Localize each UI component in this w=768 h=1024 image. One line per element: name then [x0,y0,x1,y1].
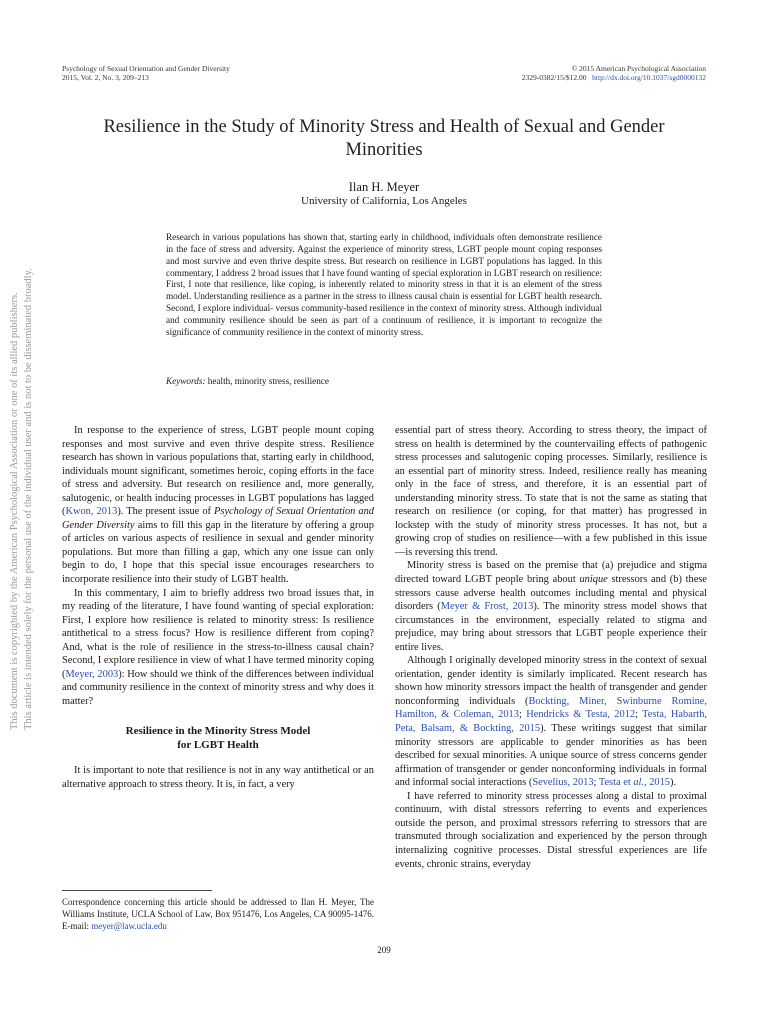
citation-text: Testa et [598,777,634,789]
abstract: Research in various populations has shown that, starting early in childhood, individuals often demonstrate resilience in the face of stress and adversity. Against the experience of minority stress, LGBT people mount coping responses and most survive and even thrive despite stress. But research on resilience in LGBT populations has lagged. In this commentary, I address 2 broad issues that I have found wanting of special exploration in LGBT research on resilience: First, I note that resilience, like coping, is inherently related to minority stress in that it is an element of the stress model. Understanding resilience as a partner in the stress to illness causal chain is essential for LGBT health research. Second, I explore individual- versus community-based resilience in the context of minority stress. Although individual and community resilience should be seen as part of a continuum of resilience, it is important to recognize the significance of community resilience in the context of minority stress. [166,232,602,337]
text-run: Minority stress is based on the premise that (a) prejudice and stigma directed toward LGBT people bring about [395,560,707,586]
text-run: Although I originally developed minority stress in the context of sexual orientation, gender identity is similarly implicated. Recent research has shown how minority stressors impact the health of transgender and gender nonconforming individuals ( [395,655,707,707]
article-title: Resilience in the Study of Minority Stress and Health of Sexual and Gender Minorities [103,117,665,160]
journal-name: Psychology of Sexual Orientation and Gender Diversity [62,64,230,73]
footnote-text: Correspondence concerning this article should be addressed to Ilan H. Meyer, The Williams Institute, UCLA School of Law, Box 951476, Los Angeles, CA 90095-1476. E-mail: [62,897,374,931]
citation-text: , 2015 [644,777,670,789]
text-run: stressors and (b) these stressors cause adverse health outcomes including mental and physical disorders ( [395,574,707,613]
journal-running-head [62,64,230,82]
email-link[interactable]: meyer@law.ucla.edu [91,921,167,931]
right-paragraph-3 [395,654,707,789]
text-run: ; [593,777,599,789]
text-run: ): How should we think of the differences between individual and community resilience in the context of minority stress and why does it matter? [62,668,374,707]
text-run: ). The minority stress model shows that circumstances in the environment, especially related to stigma and prejudice, may bring about stressors that LGBT people experience their entire lives. [395,601,707,653]
side-notice-line-1: This document is copyrighted by the American Psychological Association or one of its allied publishers. [9,292,20,730]
text-run: aims to fill this gap in the literature by offering a group of articles on various aspects of resilience in sexual and gender minority populations. But more than filling a gap, which any one issue can only begin to do, I hope that this special issue encourages researchers to incorporate resilience into their study of LGBT health. [62,519,374,586]
citation-link[interactable]: Meyer, 2003 [65,668,119,680]
copyright-line: © 2015 American Psychological Association [571,64,706,73]
page-number: 209 [377,945,391,955]
citation-link[interactable]: Testa, Habarth, Peta, Balsam, & Bockting, 2015 [395,709,707,735]
correspondence-footnote [62,896,374,932]
right-column [395,424,707,871]
text-run: ). These writings suggest that similar minority stressors are applicable to gender minorities as has been described for sexual minorities. A unique source of stress concerns gender affirmation of transgender or gender nonconforming individuals in formal and informal social interactions ( [395,723,708,789]
section-heading-line-1: Resilience in the Minority Stress Model [125,725,311,738]
side-notice-line-2: This article is intended solely for the personal use of the individual user and is not to be disseminated broadly. [23,268,34,730]
issn-doi-line [522,73,706,82]
doi-link[interactable]: http://dx.doi.org/10.1037/sgd0000132 [592,73,706,82]
left-paragraph-2 [62,587,374,709]
journal-volume: 2015, Vol. 2, No. 3, 209–213 [62,73,149,82]
citation-link[interactable]: Hendricks & Testa, 2012 [526,709,636,721]
section-heading [62,725,374,752]
left-paragraph-1 [62,424,374,587]
copyright-block [522,64,706,82]
text-run: ). The present issue of [117,506,215,518]
author-affiliation: University of California, Los Angeles [301,195,467,207]
issn-price: 2329-0382/15/$12.00 [521,73,587,82]
citation-link[interactable]: Sevelius, 2013 [532,777,594,789]
citation-link[interactable] [599,777,670,788]
citation-link[interactable]: Bockting, Miner, Swinburne Romine, Hamilton, & Coleman, 2013 [395,695,707,721]
text-run: In this commentary, I aim to briefly address two broad issues that, in my reading of the literature, I have found wanting of special exploration: First, I explore how resilience is related to minority stress: Is resilience antithetical to a stress focus? How is resilience different from coping? And, what is the role of resilience in the stress-to-illness causal chain? Second, I explore resilience in view of what I have termed minority coping ( [62,587,374,680]
text-run: ; [518,709,527,721]
author-name: Ilan H. Meyer [348,180,420,194]
right-paragraph-4: I have referred to minority stress processes along a distal to proximal continuum, with distal stressors referring to events and experiences outside the person, and proximal stressors referring to stressors that are transmuted through socialization and experienced by the person through internalizing cognitive processes. Distal stressful experiences are life events, chronic strains, everyday [395,790,707,870]
left-column [62,424,374,792]
text-run: ). [669,777,677,789]
citation-italic: al. [633,777,644,789]
footnote-divider [62,890,212,891]
keywords-label: Keywords: [166,376,206,386]
journal-title-italic: Psychology of Sexual Orientation and Gender Diversity [62,506,375,531]
section-heading-line-2: for LGBT Health [177,738,259,751]
left-paragraph-3: It is important to note that resilience is not in any way antithetical or an alternative approach to stress theory. It is, in fact, a very [62,765,374,791]
right-paragraph-1: essential part of stress theory. According to stress theory, the impact of stress on health is determined by the countervailing effects of pathogenic stress processes and salutogenic coping processes. Similarly, resilience is an essential part of minority stress. Indeed, resilience really has meaning only in the face of stress, and therefore, it is an essential part of understanding minority stress. To state that is not the same as stating that research on resilience (or coping, for that matter) has progressed in lockstep with the study of minority stress processes. It has not, but a growing crop of studies on resilience—with a few published in this issue—is reversing this trend. [395,425,707,558]
keywords-list: health, minority stress, resilience [207,376,329,386]
copyright-side-notice [8,270,36,730]
citation-link[interactable]: Kwon, 2013 [65,506,118,518]
text-run: In response to the experience of stress, LGBT people mount coping responses and most survive and even thrive despite stress. Resilience research has shown in various populations that, starting early in childhood, individuals mount significant, sometimes heroic, coping efforts in the face of stress and adversity. But research on resilience and, more generally, salutogenic, or health inducing processes in LGBT populations has lagged ( [62,425,374,518]
text-run: ; [635,709,643,721]
right-paragraph-2 [395,559,707,654]
keywords [166,375,602,387]
emphasis: unique [579,574,608,586]
citation-link[interactable]: Meyer & Frost, 2013 [440,601,534,613]
